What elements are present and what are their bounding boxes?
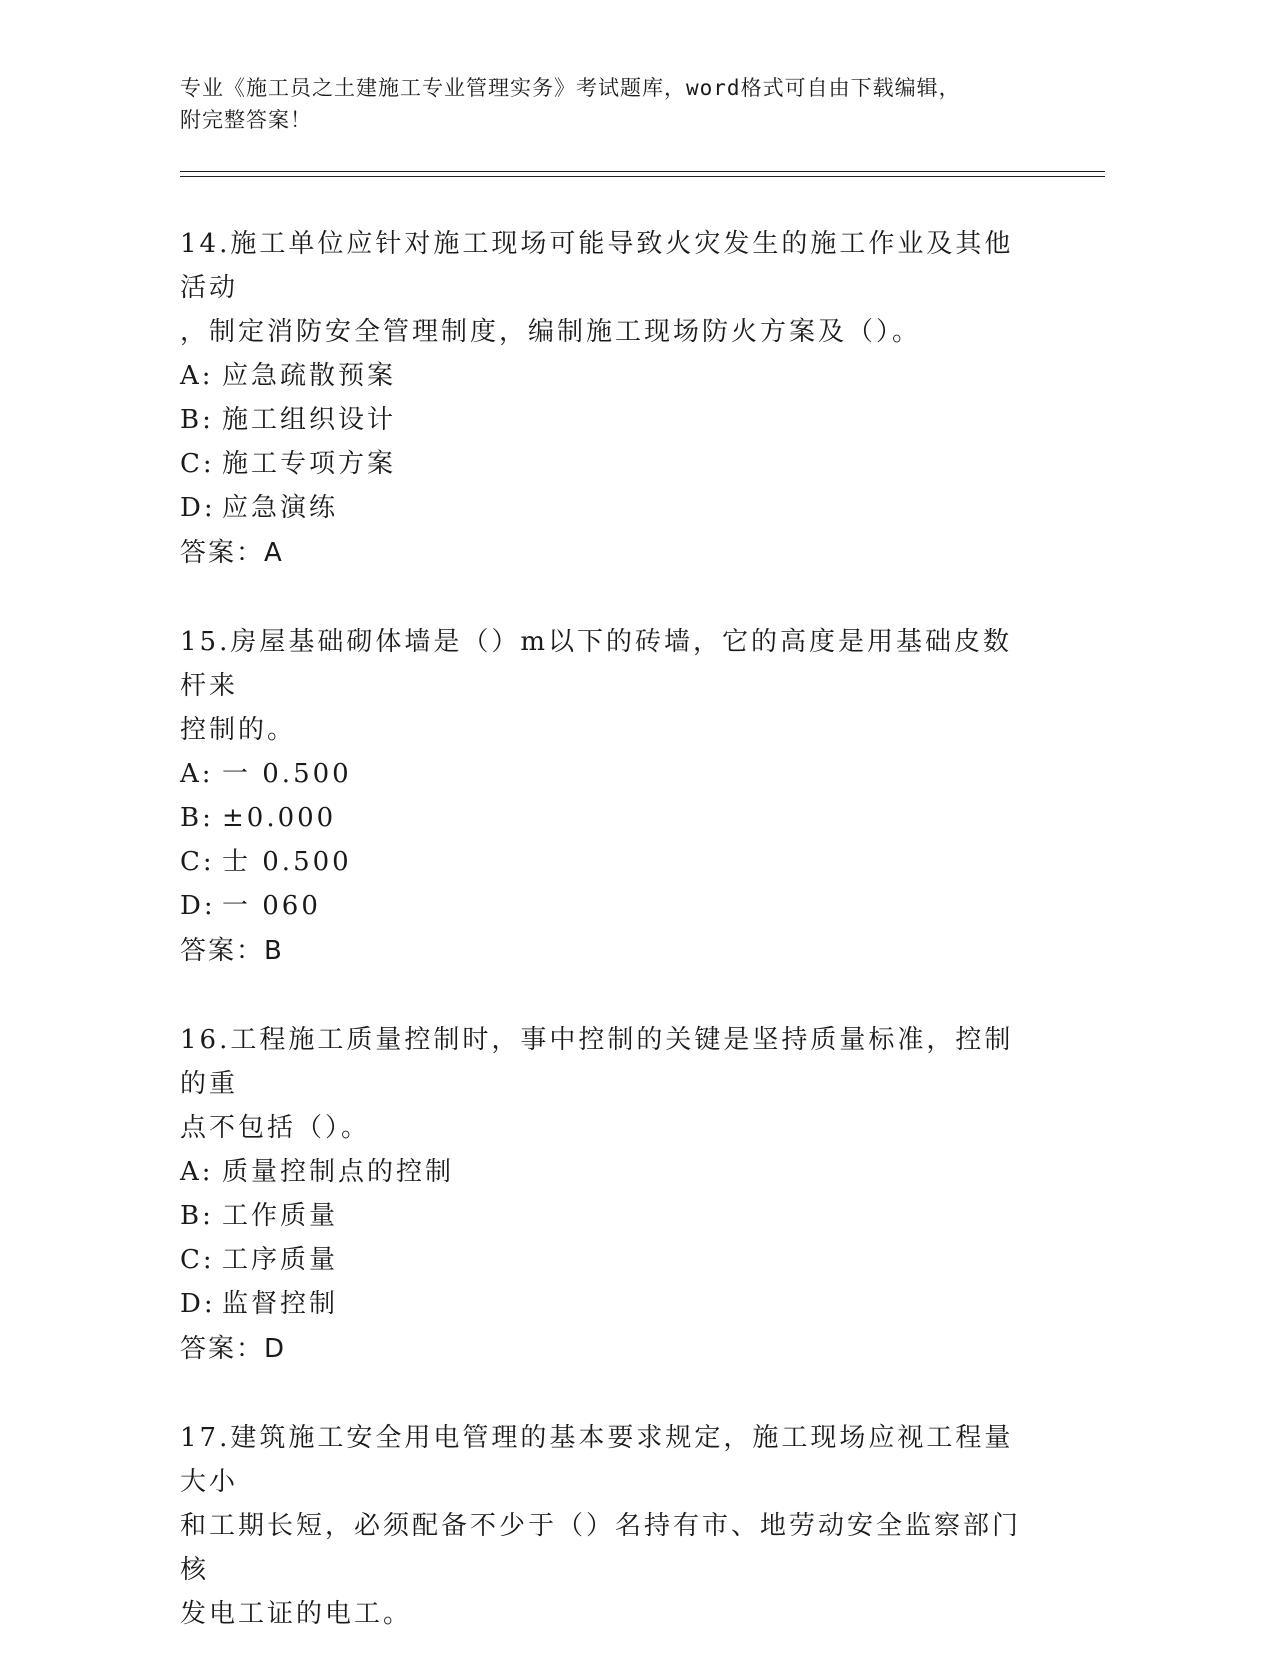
option-key: B: bbox=[180, 1201, 214, 1231]
option-text: 施工专项方案 bbox=[222, 449, 397, 479]
option-a bbox=[180, 354, 1040, 398]
option-key: D: bbox=[180, 1289, 216, 1319]
question-stem: 17.建筑施工安全用电管理的基本要求规定，施工现场应视工程量大小 和工期长短，必须配备不少于（）名持有市、地劳动安全监察部门核 发电工证的电工。 bbox=[180, 1423, 1022, 1629]
document-header bbox=[180, 72, 1060, 136]
option-key: C: bbox=[180, 449, 215, 479]
question-stem: 14.施工单位应针对施工现场可能导致火灾发生的施工作业及其他活动 ，制定消防安全管理制度，编制施工现场防火方案及（）。 bbox=[180, 229, 1014, 347]
option-key: A: bbox=[180, 759, 214, 789]
option-text: 应急疏散预案 bbox=[222, 361, 397, 391]
option-list bbox=[180, 354, 1040, 530]
option-text: 工作质量 bbox=[222, 1201, 339, 1231]
option-a bbox=[180, 752, 1040, 796]
header-divider-top bbox=[180, 171, 1105, 172]
option-text: 质量控制点的控制 bbox=[222, 1157, 455, 1187]
option-text: 监督控制 bbox=[222, 1289, 339, 1319]
question-17 bbox=[180, 1416, 1040, 1636]
option-text: 应急演练 bbox=[222, 493, 339, 523]
option-a bbox=[180, 1150, 1040, 1194]
option-b bbox=[180, 1194, 1040, 1238]
option-key: C: bbox=[180, 1245, 215, 1275]
option-key: A: bbox=[180, 1157, 214, 1187]
answer-line: 答案：D bbox=[180, 1334, 287, 1364]
option-key: A: bbox=[180, 361, 214, 391]
option-key: D: bbox=[180, 891, 216, 921]
option-text: 工序质量 bbox=[222, 1245, 339, 1275]
answer-line: 答案：A bbox=[180, 538, 284, 568]
question-stem: 16.工程施工质量控制时，事中控制的关键是坚持质量标准，控制的重 点不包括（）。 bbox=[180, 1025, 1014, 1143]
option-d bbox=[180, 1282, 1040, 1326]
option-b bbox=[180, 796, 1040, 840]
option-text: 士 0.500 bbox=[222, 847, 352, 877]
option-text: 一 0.500 bbox=[222, 759, 352, 789]
header-line-1: 专业《施工员之土建施工专业管理实务》考试题库，word格式可自由下载编辑， bbox=[180, 76, 961, 100]
option-text: 一 060 bbox=[222, 891, 321, 921]
option-list bbox=[180, 752, 1040, 928]
option-c bbox=[180, 1238, 1040, 1282]
question-stem: 15.房屋基础砌体墙是（）m以下的砖墙，它的高度是用基础皮数杆来 控制的。 bbox=[180, 627, 1013, 745]
header-divider-bottom bbox=[180, 176, 1105, 177]
question-16 bbox=[180, 1018, 1040, 1372]
question-list bbox=[180, 222, 1040, 1680]
option-d bbox=[180, 486, 1040, 530]
option-key: D: bbox=[180, 493, 216, 523]
option-d bbox=[180, 884, 1040, 928]
option-key: C: bbox=[180, 847, 215, 877]
option-c bbox=[180, 442, 1040, 486]
question-14 bbox=[180, 222, 1040, 576]
question-15 bbox=[180, 620, 1040, 974]
option-text: ±0.000 bbox=[222, 803, 337, 833]
option-key: B: bbox=[180, 803, 214, 833]
option-c bbox=[180, 840, 1040, 884]
option-key: B: bbox=[180, 405, 214, 435]
option-list bbox=[180, 1150, 1040, 1326]
header-line-2: 附完整答案！ bbox=[180, 108, 312, 132]
option-text: 施工组织设计 bbox=[222, 405, 397, 435]
option-b bbox=[180, 398, 1040, 442]
answer-line: 答案：B bbox=[180, 936, 284, 966]
